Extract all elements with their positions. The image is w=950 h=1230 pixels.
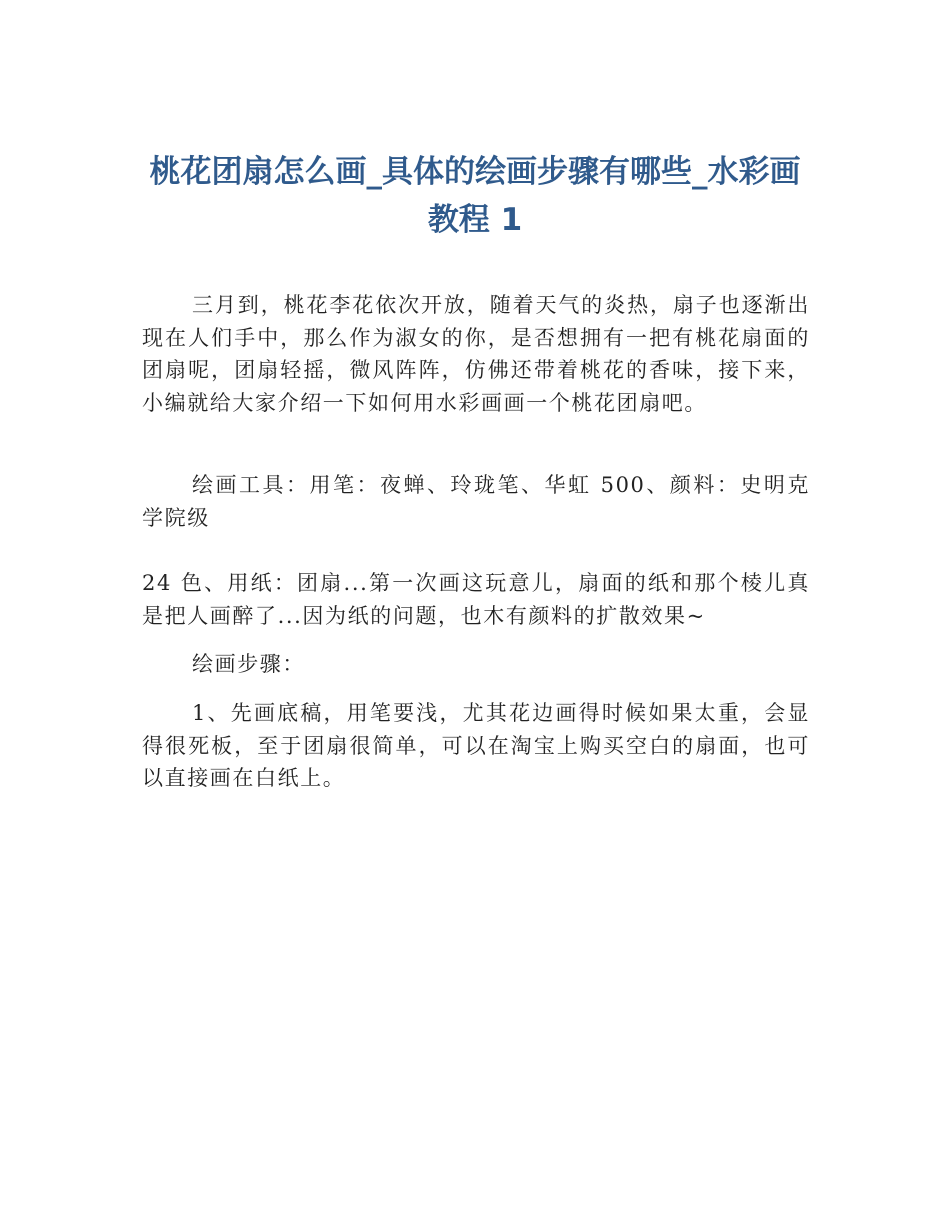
document-title: 桃花团扇怎么画_具体的绘画步骤有哪些_水彩画教程 1 xyxy=(149,154,801,238)
paragraph-steps-heading: 绘画步骤： xyxy=(192,652,305,676)
paragraph-tools-continued: 24 色、用纸：团扇...第一次画这玩意儿，扇面的纸和那个棱儿真是把人画醉了...因为纸的问题，也木有颜料的扩散效果~ xyxy=(142,571,810,628)
paragraph-intro: 三月到，桃花李花依次开放，随着天气的炎热，扇子也逐渐出现在人们手中，那么作为淑女的你，是否想拥有一把有桃花扇面的团扇呢，团扇轻摇，微风阵阵，仿佛还带着桃花的香味，接下来，小编就给大家介绍一下如何用水彩画画一个桃花团扇吧。 xyxy=(142,293,810,415)
paragraph-step-1: 1、先画底稿，用笔要浅，尤其花边画得时候如果太重，会显得很死板，至于团扇很简单，可以在淘宝上购买空白的扇面，也可以直接画在白纸上。 xyxy=(142,701,810,790)
paragraph-tools: 绘画工具：用笔：夜蝉、玲珑笔、华虹 500、颜料：史明克 学院级 xyxy=(142,473,810,530)
